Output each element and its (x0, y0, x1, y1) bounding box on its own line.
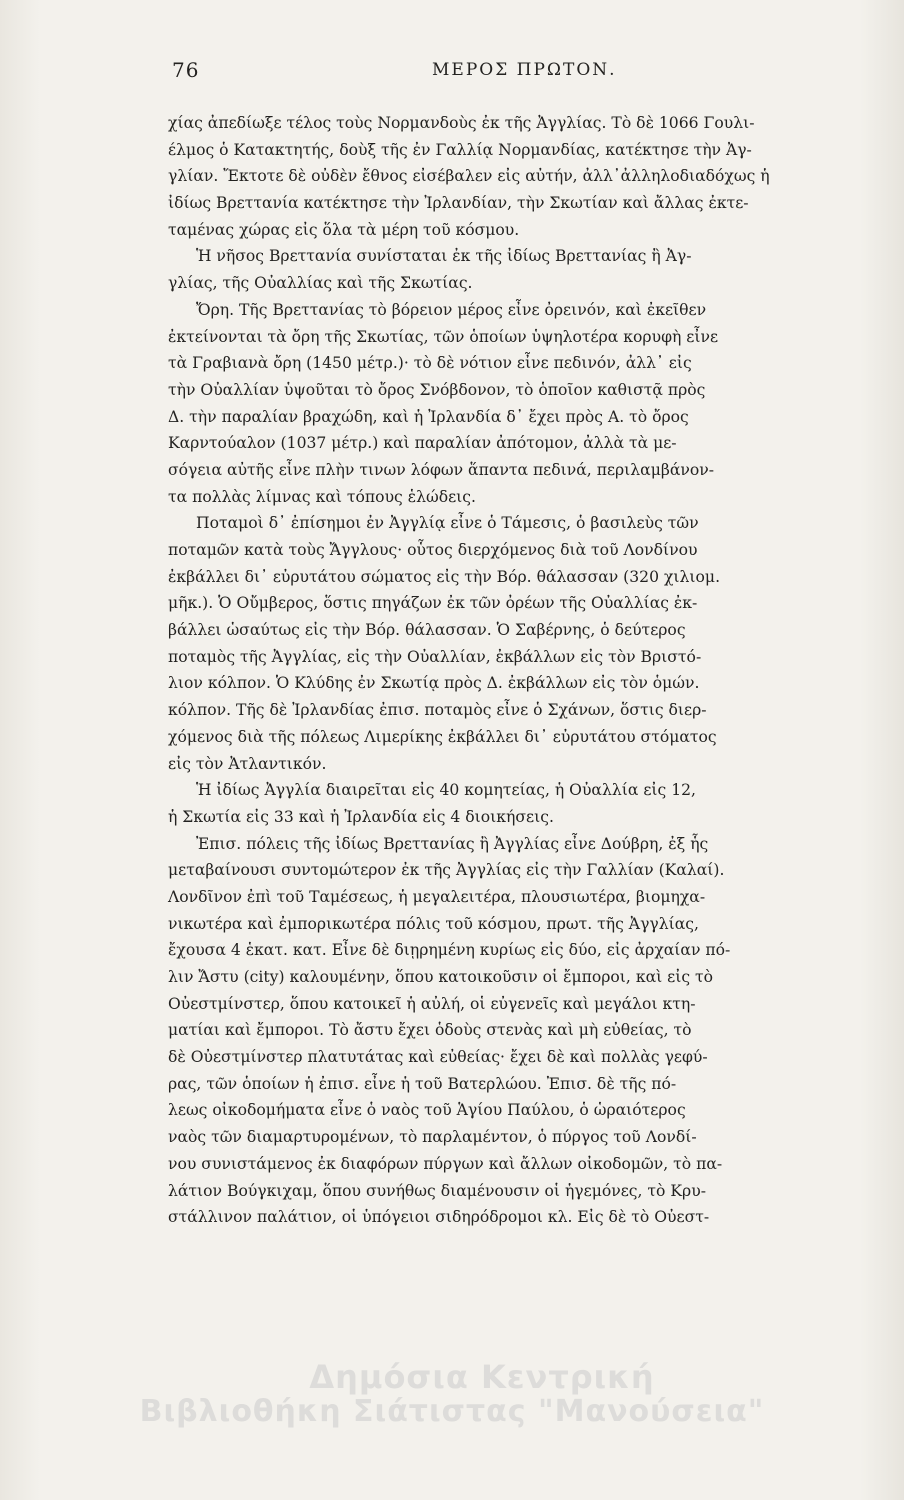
text-line: τα πολλὰς λίμνας καὶ τόπους ἑλώδεις. (168, 487, 476, 506)
text-line: χόμενος διὰ τῆς πόλεως Λιμερίκης ἐκβάλλει δι᾽ εὐρυτάτου στόματος (168, 727, 717, 746)
text-line: ποταμῶν κατὰ τοὺς Ἄγγλους· οὗτος διερχόμενος διὰ τοῦ Λονδίνου (168, 541, 698, 559)
text-line: ἐκβάλλει δι᾽ εὐρυτάτου σώματος εἰς τὴν Βόρ. θάλασσαν (320 χιλιομ. (168, 567, 721, 586)
text-line: νικωτέρα καὶ ἐμπορικωτέρα πόλις τοῦ κόσμου, πρωτ. τῆς Ἀγγλίας, (168, 914, 699, 933)
text-line: τὴν Οὐαλλίαν ὑψοῦται τὸ ὄρος Σνόβδονον, τὸ ὁποῖον καθιστᾷ πρὸς (168, 380, 706, 399)
text-line: Ὄρη. Τῆς Βρεττανίας τὸ βόρειον μέρος εἶνε ὀρεινόν, καὶ ἐκεῖθεν (196, 300, 707, 319)
text-line: μῆκ.). Ὁ Οὔμβερος, ὅστις πηγάζων ἐκ τῶν ὀρέων τῆς Οὐαλλίας ἐκ- (168, 594, 698, 613)
text-line: μεταβαίνουσι συντομώτερον ἐκ τῆς Ἀγγλίας εἰς τὴν Γαλλίαν (Καλαί). (168, 861, 725, 880)
page-number: 76 (172, 58, 200, 82)
text-line: ἔχουσα 4 ἑκατ. κατ. Εἶνε δὲ διῃρημένη κυρίως εἰς δύο, εἰς ἀρχαίαν πό- (168, 941, 731, 960)
text-line: δὲ Οὐεστμίνστερ πλατυτάτας καὶ εὐθείας· ἔχει δὲ καὶ πολλὰς γεφύ- (168, 1048, 708, 1067)
text-line: λάτιον Βούγκιχαμ, ὅπου συνήθως διαμένουσιν οἱ ἡγεμόνες, τὸ Κρυ- (168, 1181, 706, 1200)
text-line: ἰδίως Βρεττανία κατέκτησε τὴν Ἰρλανδίαν, τὴν Σκωτίαν καὶ ἄλλας ἐκτε- (168, 194, 749, 213)
watermark-line-1: Δημόσια Κεντρική (309, 1358, 655, 1396)
text-line: Λονδῖνον ἐπὶ τοῦ Ταμέσεως, ἡ μεγαλειτέρα, πλουσιωτέρα, βιομηχα- (168, 887, 706, 906)
text-line: ρας, τῶν ὁποίων ἡ ἐπισ. εἶνε ἡ τοῦ Βατερλώου. Ἐπισ. δὲ τῆς πό- (168, 1074, 677, 1093)
text-line: ταμένας χώρας εἰς ὅλα τὰ μέρη τοῦ κόσμου. (168, 220, 520, 239)
text-line: γλίαν. Ἔκτοτε δὲ οὐδὲν ἔθνος εἰσέβαλεν εἰς αὐτήν, ἀλλ᾽ἀλληλοδιαδόχως ἡ (168, 167, 770, 186)
running-title: ΜΕΡΟΣ ΠΡΩΤΟΝ. (432, 60, 617, 80)
text-line: τὰ Γραβιανὰ ὄρη (1450 μέτρ.)· τὸ δὲ νότιον εἶνε πεδινόν, ἀλλ᾽ εἰς (168, 354, 692, 373)
text-line: στάλλινον παλάτιον, οἱ ὑπόγειοι σιδηρόδρομοι κλ. Εἰς δὲ τὸ Οὐεστ- (168, 1208, 710, 1227)
text-line: ματίαι καὶ ἔμποροι. Τὸ ἄστυ ἔχει ὁδοὺς στενὰς καὶ μὴ εὐθείας, τὸ (168, 1021, 692, 1040)
text-line: σόγεια αὐτῆς εἶνε πλὴν τινων λόφων ἅπαντα πεδινά, περιλαμβάνον- (168, 460, 715, 479)
body-text (168, 110, 770, 1231)
text-line: νου συνιστάμενος ἐκ διαφόρων πύργων καὶ ἄλλων οἰκοδομῶν, τὸ πα- (168, 1154, 723, 1173)
text-line: ναὸς τῶν διαμαρτυρομένων, τὸ παρλαμέντον, ὁ πύργος τοῦ Λονδί- (168, 1128, 697, 1147)
text-line: Οὐεστμίνστερ, ὅπου κατοικεῖ ἡ αὐλή, οἱ εὐγενεῖς καὶ μεγάλοι κτη- (168, 994, 696, 1013)
text-line: έλμος ὁ Κατακτητής, δοὺξ τῆς ἐν Γαλλίᾳ Νορμανδίας, κατέκτησε τὴν Ἀγ- (168, 140, 752, 159)
text-line: χίας ἀπεδίωξε τέλος τοὺς Νορμανδοὺς ἐκ τῆς Ἀγγλίας. Τὸ δὲ 1066 Γουλι- (168, 114, 755, 132)
text-line: γλίας, τῆς Οὐαλλίας καὶ τῆς Σκωτίας. (168, 274, 473, 293)
text-line: βάλλει ὡσαύτως εἰς τὴν Βόρ. θάλασσαν. Ὁ Σαβέρνης, ὁ δεύτερος (168, 621, 686, 640)
watermark-line-2: Βιβλιοθήκη Σιάτιστας "Μανούσεια" (139, 1394, 765, 1429)
text-line: ἡ Σκωτία εἰς 33 καὶ ἡ Ἰρλανδία εἰς 4 διοικήσεις. (168, 807, 554, 826)
text-line: Ἡ νῆσος Βρεττανία συνίσταται ἐκ τῆς ἰδίως Βρεττανίας ἢ Ἀγ- (196, 247, 692, 266)
text-line: ἐκτείνονται τὰ ὄρη τῆς Σκωτίας, τῶν ὁποίων ὑψηλοτέρα κορυφὴ εἶνε (168, 327, 719, 346)
text-line: κόλπον. Τῆς δὲ Ἰρλανδίας ἐπισ. ποταμὸς εἶνε ὁ Σχάνων, ὅστις διερ- (168, 701, 707, 720)
text-line: Ἡ ἰδίως Ἀγγλία διαιρεῖται εἰς 40 κομητείας, ἡ Οὐαλλία εἰς 12, (196, 781, 697, 800)
text-line: λιον κόλπον. Ὁ Κλύδης ἐν Σκωτίᾳ πρὸς Δ. ἐκβάλλων εἰς τὸν ὁμών. (168, 674, 700, 693)
text-line: ποταμὸς τῆς Ἀγγλίας, εἰς τὴν Οὐαλλίαν, ἐκβάλλων εἰς τὸν Βριστό- (168, 647, 702, 666)
text-line: Ἐπισ. πόλεις τῆς ἰδίως Βρεττανίας ἢ Ἀγγλίας εἶνε Δούβρη, ἐξ ἧς (196, 834, 709, 853)
text-line: λεως οἰκοδομήματα εἶνε ὁ ναὸς τοῦ Ἁγίου Παύλου, ὁ ὡραιότερος (168, 1101, 686, 1120)
page-header (172, 58, 754, 88)
text-line: Καρντούαλον (1037 μέτρ.) καὶ παραλίαν ἀπότομον, ἀλλὰ τὰ με- (168, 434, 677, 453)
text-line: Δ. τὴν παραλίαν βραχώδη, καὶ ἡ Ἰρλανδία δ᾽ ἔχει πρὸς Α. τὸ ὄρος (168, 407, 689, 426)
text-line: Ποταμοὶ δ᾽ ἐπίσημοι ἐν Ἀγγλίᾳ εἶνε ὁ Τάμεσις, ὁ βασιλεὺς τῶν (196, 514, 699, 533)
text-line: εἰς τὸν Ἀτλαντικόν. (168, 754, 327, 773)
text-line: λιν Ἄστυ (city) καλουμένην, ὅπου κατοικοῦσιν οἱ ἔμποροι, καὶ εἰς τὸ (168, 968, 714, 986)
